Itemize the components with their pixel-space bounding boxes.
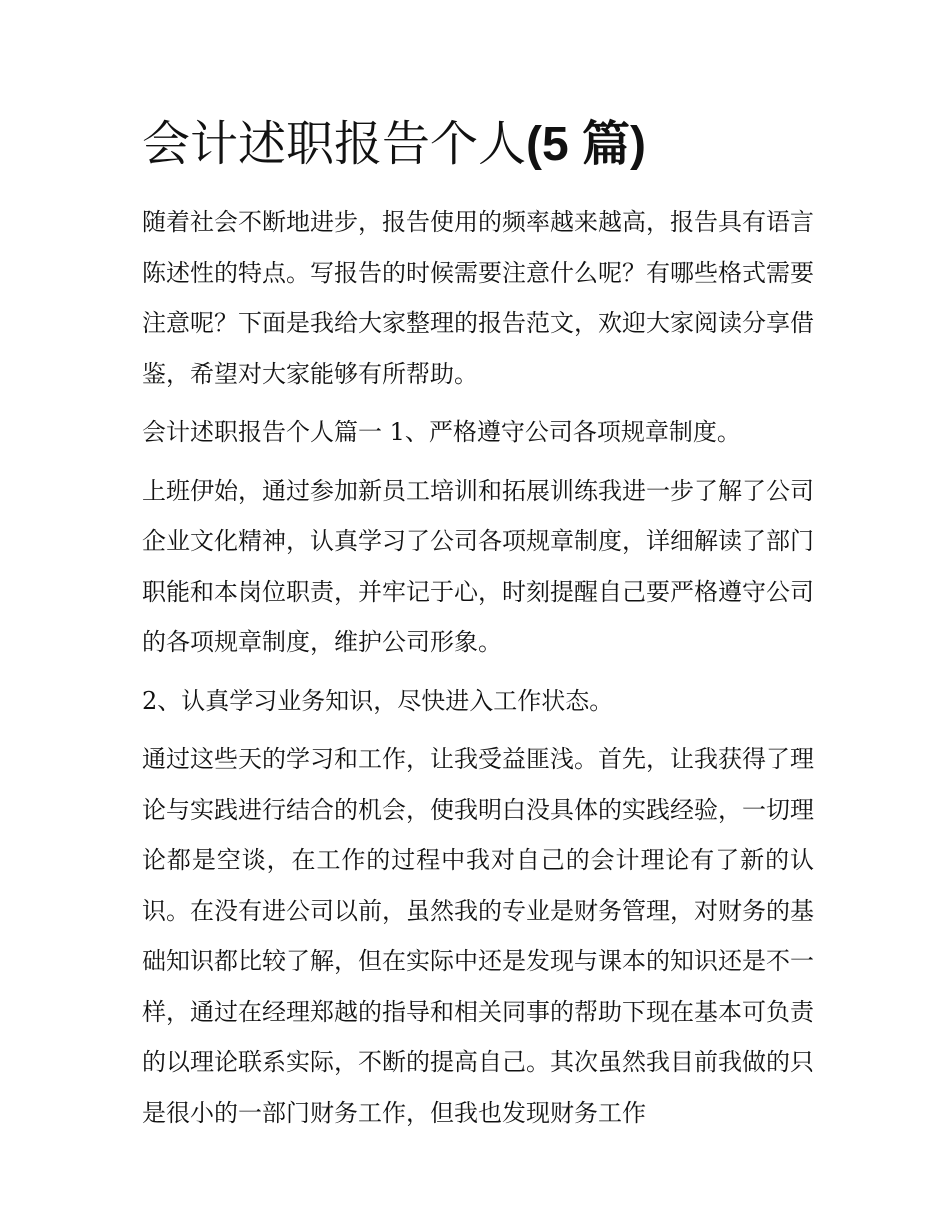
body-paragraph: 通过这些天的学习和工作，让我受益匪浅。首先，让我获得了理论与实践进行结合的机会，使我明白没具体的实践经验，一切理论都是空谈，在工作的过程中我对自己的会计理论有了新的认识。在没有进公司以前，虽然我的专业是财务管理，对财务的基础知识都比较了解，但在实际中还是发现与课本的知识还是不一样，通过在经理郑越的指导和相关同事的帮助下现在基本可负责的以理论联系实际，不断的提高自己。其次虽然我目前我做的只是很小的一部门财务工作，但我也发现财务工作	[142, 745, 814, 1127]
section-heading-paragraph: 会计述职报告个人篇一 1、严格遵守公司各项规章制度。	[142, 418, 741, 446]
document-title	[142, 112, 814, 177]
intro-paragraph: 随着社会不断地进步，报告使用的频率越来越高，报告具有语言陈述性的特点。写报告的时候需要注意什么呢？有哪些格式需要注意呢？下面是我给大家整理的报告范文，欢迎大家阅读分享借鉴，希望对大家能够有所帮助。	[142, 208, 814, 388]
document-title-main: 会计述职报告个人	[142, 116, 527, 172]
body-paragraph: 上班伊始，通过参加新员工培训和拓展训练我进一步了解了公司企业文化精神，认真学习了公司各项规章制度，详细解读了部门职能和本岗位职责，并牢记于心，时刻提醒自己要严格遵守公司的各项规章制度，维护公司形象。	[142, 476, 814, 656]
document-page	[142, 112, 814, 1146]
subsection-heading-paragraph: 2、认真学习业务知识，尽快进入工作状态。	[142, 686, 614, 715]
document-title-suffix: (5 篇)	[526, 118, 647, 171]
